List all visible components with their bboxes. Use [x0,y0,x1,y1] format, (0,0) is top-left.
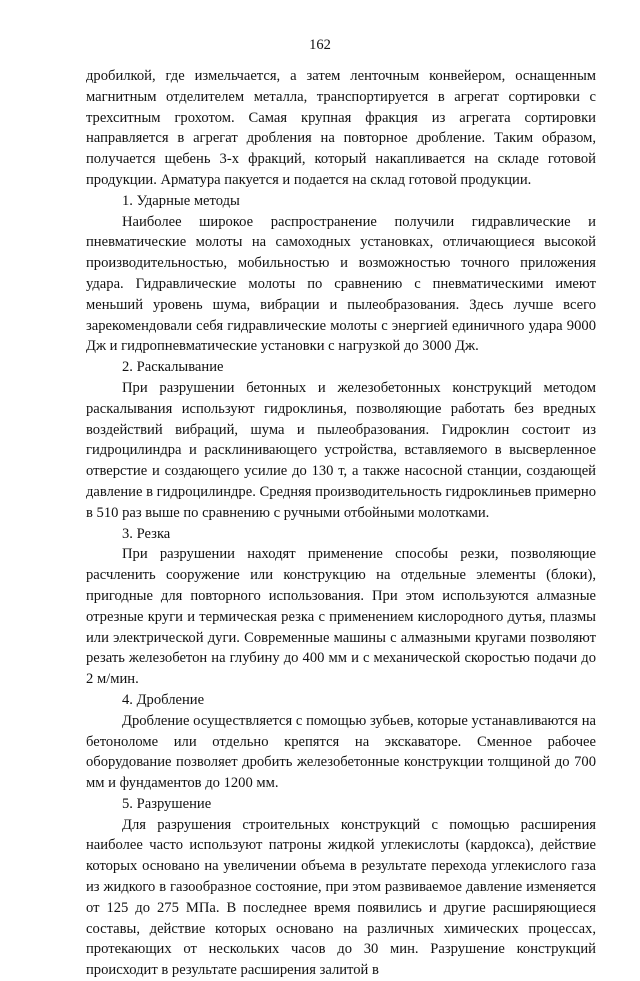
paragraph-intro: дробилкой, где измельчается, а затем ленточным конвейером, оснащенным магнитным отделителем металла, транспортируется в агрегат сортировки с трехситным грохотом. Самая крупная фракция из агрегата сортировки направляется в агрегат дробления на повторное дробление. Таким образом, получается щебень 3-х фракций, который накапливается на складе готовой продукции. Арматура пакуется и подается на склад готовой продукции. [86,68,596,188]
paragraph-destruction: Для разрушения строительных конструкций с помощью расширения наиболее часто используют патроны жидкой углекислоты (кардокса), действие которых основано на увеличении объема в результате перехода углекислого газа из жидкого в газообразное состояние, при этом развиваемое давление изменяется от 125 до 275 МПа. В последнее время появились и другие расширяющиеся составы, действие которых основано на различных химических процессах, протекающих от нескольких часов до 30 мин. Разрушение конструкций происходит в результате расширения залитой в [86,816,596,979]
paragraph-impact-methods: Наиболее широкое распространение получили гидравлические и пневматические молоты на самоходных установках, отличающиеся высокой производительностью, мобильностью и возможностью точного приложения удара. Гидравлические молоты по сравнению с пневматическими имеют меньший уровень шума, вибрации и пылеобразования. Здесь лучше всего зарекомендовали себя гидравлические молоты с энергией единичного удара 9000 Дж и гидропневматические установки с нагрузкой до 3000 Дж. [86,213,596,355]
section-heading-splitting: 2. Раскалывание [122,359,224,376]
section-heading-destruction: 5. Разрушение [122,795,212,812]
page-number: 162 [309,37,331,53]
paragraph-cutting: При разрушении находят применение способы резки, позволяющие расчленить сооружение или конструкцию на отдельные элементы (блоки), пригодные для повторного использования. При этом используются алмазные отрезные круги и термическая резка с применением кислородного дутья, плазмы или электрической дуги. Современные машины с алмазными кругами позволяют резать железобетон на глубину до 400 мм и с механической скоростью подачи до 2 м/мин. [86,546,596,688]
section-heading-crushing: 4. Дробление [122,691,205,708]
paragraph-splitting: При разрушении бетонных и железобетонных конструкций методом раскалывания используют гидроклинья, позволяющие работать без вредных воздействий вибраций, шума и пылеобразования. Гидроклин состоит из гидроцилиндра и расклинивающего устройства, вставляемого в высверленное отверстие и создающего усилие до 130 т, а также насосной станции, создающей давление в гидроцилиндре. Средняя производительность гидроклиньев примерно в 510 раз выше по сравнению с ручными отбойными молотками. [86,379,596,521]
section-heading-cutting: 3. Резка [122,525,171,542]
section-heading-impact-methods: 1. Ударные методы [122,192,240,209]
paragraph-crushing: Дробление осуществляется с помощью зубьев, которые устанавливаются на бетоноломе или отдельно крепятся на экскаваторе. Сменное рабочее оборудование позволяет дробить железобетонные конструкции толщиной до 700 мм и фундаментов до 1200 мм. [86,712,596,792]
document-body [86,66,596,981]
